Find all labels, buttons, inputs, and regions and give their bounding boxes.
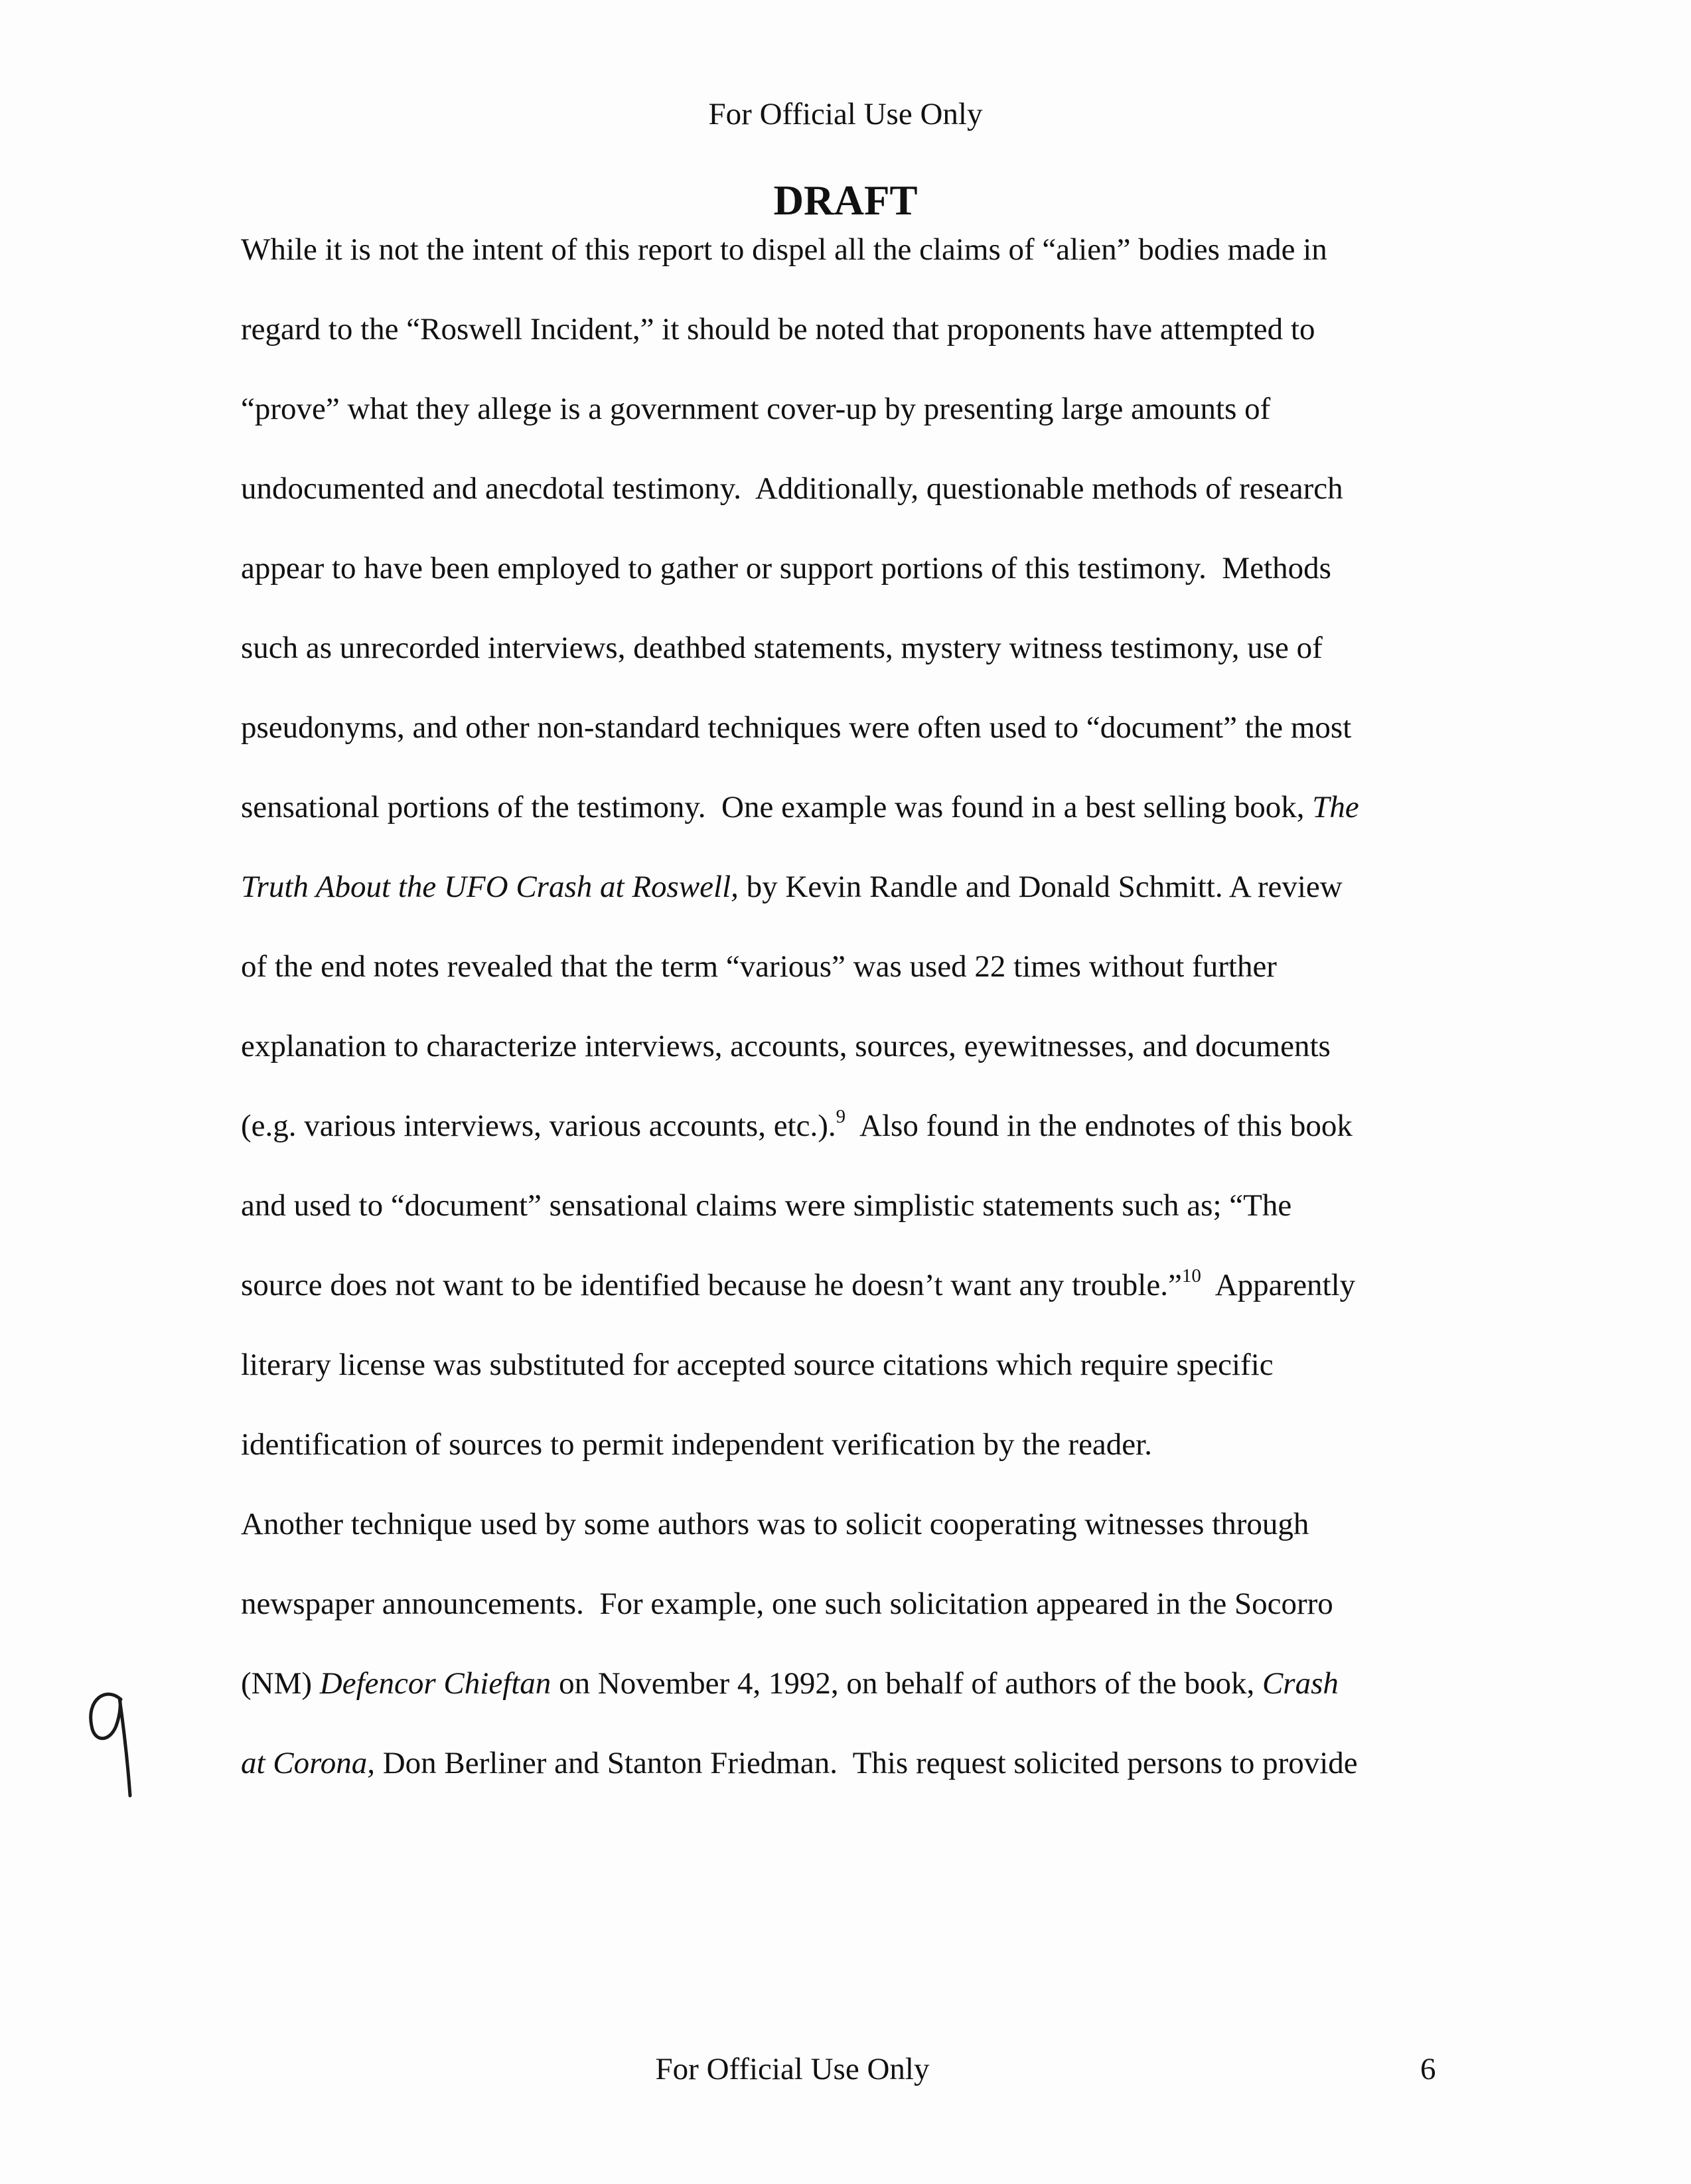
text-line: [241, 311, 1315, 347]
text-run: by Kevin Randle and Donald Schmitt. A review: [738, 870, 1343, 904]
italic-title: The: [1312, 790, 1359, 824]
text-run: While it is not the intent of this report to dispel all the claims of “alien” bodies made in: [241, 232, 1327, 267]
handwritten-nine-stroke: [91, 1694, 130, 1796]
text-run: sensational portions of the testimony. One example was found in a best selling book,: [241, 790, 1313, 824]
page-number: 6: [1420, 2052, 1436, 2086]
text-run: such as unrecorded interviews, deathbed statements, mystery witness testimony, use of: [241, 631, 1323, 665]
text-line: [241, 1108, 1353, 1148]
text-line: [241, 1267, 1355, 1307]
italic-title: at Corona,: [241, 1746, 375, 1780]
text-line: [241, 1666, 1339, 1701]
text-line: [241, 1745, 1358, 1781]
text-line: [241, 550, 1331, 586]
text-run: pseudonyms, and other non-standard techniques were often used to “document” the most: [241, 710, 1352, 745]
text-line: [241, 391, 1270, 427]
text-line: [241, 1427, 1152, 1462]
footnote-reference: 10: [1181, 1265, 1201, 1287]
text-line: [241, 1028, 1331, 1064]
text-line: [241, 1188, 1291, 1223]
text-line: [241, 1506, 1309, 1542]
text-run: explanation to characterize interviews, accounts, sources, eyewitnesses, and documents: [241, 1029, 1331, 1063]
text-run: (NM): [241, 1666, 320, 1701]
text-run: Don Berliner and Stanton Friedman. This request solicited persons to provide: [374, 1746, 1358, 1780]
text-run: Another technique used by some authors was to solicit cooperating witnesses through: [241, 1507, 1309, 1541]
text-line: [241, 630, 1323, 666]
text-run: literary license was substituted for accepted source citations which require specific: [241, 1348, 1274, 1382]
text-run: source does not want to be identified because he doesn’t want any trouble.”: [241, 1268, 1182, 1302]
text-line: [241, 789, 1359, 825]
handwritten-nine: [80, 1679, 159, 1806]
text-run: regard to the “Roswell Incident,” it should be noted that proponents have attempted to: [241, 312, 1315, 347]
italic-title: Truth About the UFO Crash at Roswell,: [241, 870, 739, 904]
text-line: [241, 232, 1327, 268]
footer-marking: For Official Use Only: [655, 2052, 930, 2086]
text-line: [241, 471, 1343, 507]
draft-title: DRAFT: [773, 177, 918, 224]
text-run: Also found in the endnotes of this book: [846, 1109, 1353, 1143]
header-marking: For Official Use Only: [708, 97, 983, 131]
text-run: identification of sources to permit independent verification by the reader.: [241, 1427, 1152, 1462]
text-line: [241, 710, 1351, 745]
italic-title: Defencor Chieftan: [319, 1666, 551, 1701]
text-line: [241, 1586, 1333, 1622]
text-run: “prove” what they allege is a government cover-up by presenting large amounts of: [241, 392, 1271, 426]
text-run: newspaper announcements. For example, one such solicitation appeared in the Socorro: [241, 1587, 1333, 1621]
text-line: [241, 949, 1277, 984]
text-run: (e.g. various interviews, various accounts, etc.).: [241, 1109, 836, 1143]
text-line: [241, 1347, 1274, 1383]
text-run: Apparently: [1201, 1268, 1356, 1302]
italic-title: Crash: [1262, 1666, 1339, 1701]
footnote-reference: 9: [836, 1106, 846, 1127]
text-line: [241, 869, 1343, 905]
text-run: of the end notes revealed that the term “various” was used 22 times without further: [241, 949, 1277, 984]
text-run: and used to “document” sensational claims were simplistic statements such as; “The: [241, 1188, 1292, 1223]
text-run: appear to have been employed to gather or support portions of this testimony. Methods: [241, 551, 1331, 585]
text-run: undocumented and anecdotal testimony. Additionally, questionable methods of research: [241, 471, 1343, 506]
text-run: on November 4, 1992, on behalf of authors of the book,: [551, 1666, 1262, 1701]
